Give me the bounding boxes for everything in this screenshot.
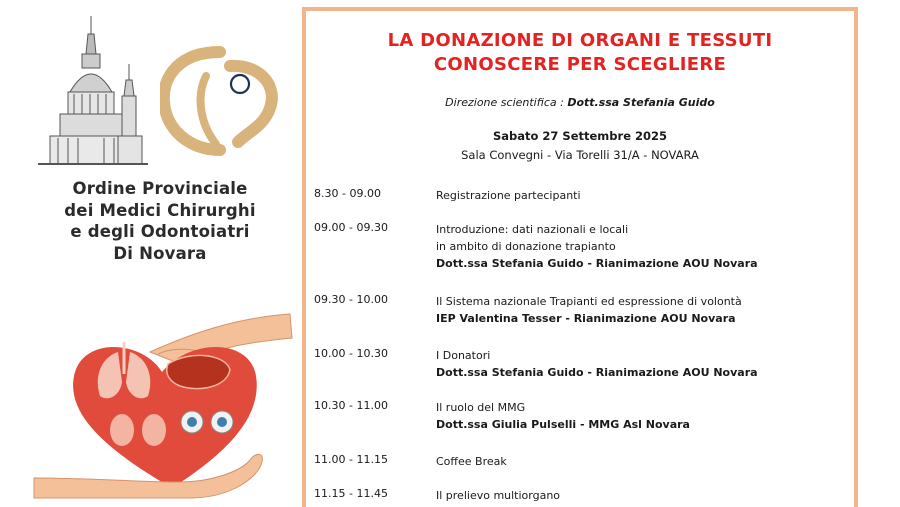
program-time: 8.30 - 09.00 — [314, 187, 381, 200]
event-title: LA DONAZIONE DI ORGANI E TESSUTI — [387, 30, 773, 51]
event-subtitle: CONOSCERE PER SCEGLIERE — [433, 54, 727, 75]
program-description — [436, 399, 856, 433]
program-topic: in ambito di donazione trapianto — [436, 240, 616, 253]
program-topic: Introduzione: dati nazionali e locali — [436, 223, 629, 236]
program-panel — [302, 7, 858, 507]
program-topic: Coffee Break — [436, 455, 507, 468]
program-topic: Registrazione partecipanti — [436, 189, 581, 202]
program-time: 11.15 - 11.45 — [314, 487, 388, 500]
organization-name — [40, 178, 280, 264]
program-time: 11.00 - 11.15 — [314, 453, 388, 466]
organization-line: dei Medici Chirurghi — [64, 200, 256, 220]
program-topic: Il prelievo multiorgano — [436, 489, 561, 502]
program-description — [436, 347, 856, 381]
program-description — [436, 221, 856, 272]
program-description — [436, 453, 856, 470]
program-time: 10.00 - 10.30 — [314, 347, 388, 360]
program-topic: I Donatori — [436, 349, 491, 362]
program-description — [436, 487, 856, 504]
organization-line: e degli Odontoiatri — [70, 222, 250, 241]
program-topic: Il ruolo del MMG — [436, 401, 526, 414]
program-speaker: IEP Valentina Tesser - Rianimazione AOU Novara — [436, 312, 736, 325]
organization-line: Di Novara — [113, 243, 207, 263]
organization-line: Ordine Provinciale — [72, 179, 248, 198]
program-speaker: Dott.ssa Stefania Guido - Rianimazione AOU Novara — [436, 257, 758, 270]
scientific-direction — [306, 96, 854, 109]
serpent-logo-icon — [160, 46, 290, 156]
program-description — [436, 293, 856, 327]
program-speaker: Dott.ssa Giulia Pulselli - MMG Asl Novara — [436, 418, 690, 431]
program-time: 10.30 - 11.00 — [314, 399, 388, 412]
left-column — [0, 0, 300, 500]
program-description — [436, 187, 856, 204]
program-speaker: Dott.ssa Stefania Guido - Rianimazione AOU Novara — [436, 366, 758, 379]
program-topic: Il Sistema nazionale Trapianti ed espressione di volontà — [436, 295, 742, 308]
cathedral-logo-icon — [38, 14, 148, 170]
event-venue: Sala Convegni - Via Torelli 31/A - NOVARA — [461, 148, 699, 162]
program-time: 09.30 - 10.00 — [314, 293, 388, 306]
direction-name: Dott.ssa Stefania Guido — [567, 96, 715, 109]
heart-hands-illustration-icon — [30, 312, 295, 500]
direction-label: Direzione scientifica : — [445, 96, 568, 109]
program-time: 09.00 - 09.30 — [314, 221, 388, 234]
event-date: Sabato 27 Settembre 2025 — [492, 129, 668, 143]
